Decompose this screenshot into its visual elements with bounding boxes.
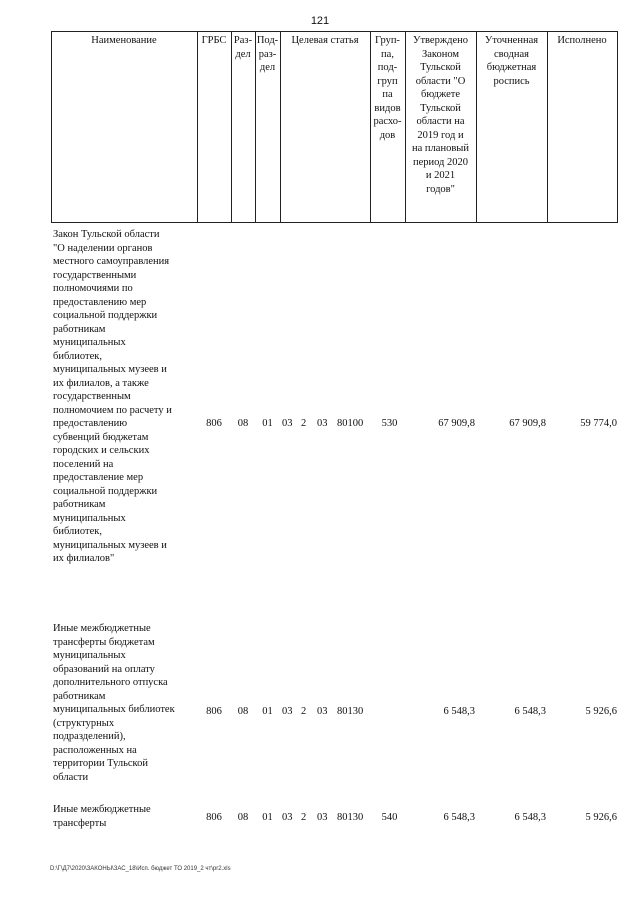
row-target-direction: 80130 <box>337 812 364 823</box>
row-target-program: 03 <box>282 706 293 717</box>
row-refined: 6 548,3 <box>514 812 546 823</box>
header-executed: Исполнено <box>557 35 607 46</box>
col-divider <box>547 31 548 223</box>
row-executed: 5 926,6 <box>585 706 617 717</box>
row-refined: 67 909,8 <box>509 418 546 429</box>
row-target-direction: 80130 <box>337 706 364 717</box>
row-target-event: 03 <box>317 812 328 823</box>
row-group: 530 <box>381 418 398 429</box>
col-divider <box>51 31 52 223</box>
row-target-program: 03 <box>282 812 293 823</box>
header-group: Груп- па, под- груп па видов расхо- дов <box>373 35 402 141</box>
row-target-subprogram: 2 <box>301 706 307 717</box>
header-name: Наименование <box>91 35 157 46</box>
table-header <box>51 31 618 223</box>
row-target-subprogram: 2 <box>301 812 307 823</box>
row-name: Закон Тульской области "О наделении органов местного самоуправления государственными полномочиями по предоставлению мер социальной поддержки работникам муниципальных библиотек, муниципальных музеев и их филиалов, а также государственным полномочием по расчету и предоставлению субвенций бюджетам городских и сельских поселений на предоставление мер социальной поддержки работникам муниципальных библиотек, муниципальных музеев и их филиалов" <box>53 229 172 564</box>
row-approved: 6 548,3 <box>443 706 475 717</box>
row-podrazdel: 01 <box>262 706 273 717</box>
row-grbs: 806 <box>206 418 222 429</box>
header-approved: Утверждено Законом Тульской области "О бюджете Тульской области на 2019 год и на плановый период 2020 и 2021 годов" <box>412 35 469 195</box>
row-grbs: 806 <box>206 812 222 823</box>
header-bottom-border <box>51 222 618 223</box>
header-podrazdel: Под- раз- дел <box>256 35 279 73</box>
col-divider <box>280 31 281 223</box>
row-target-program: 03 <box>282 418 293 429</box>
page-number: 121 <box>310 15 330 27</box>
row-razdel: 08 <box>237 706 249 717</box>
header-target: Целевая статья <box>291 35 359 46</box>
row-razdel: 08 <box>237 812 249 823</box>
header-grbs: ГРБС <box>201 35 227 46</box>
row-approved: 6 548,3 <box>443 812 475 823</box>
row-approved: 67 909,8 <box>438 418 475 429</box>
row-group: 540 <box>381 812 398 823</box>
row-executed: 5 926,6 <box>585 812 617 823</box>
header-refined: Уточненная сводная бюджетная роспись <box>484 35 539 87</box>
row-target-direction: 80100 <box>337 418 364 429</box>
header-razdel: Раз- дел <box>233 35 253 60</box>
col-divider <box>617 31 618 223</box>
row-razdel: 08 <box>237 418 249 429</box>
row-podrazdel: 01 <box>262 812 273 823</box>
row-name: Иные межбюджетные трансферты <box>53 804 151 829</box>
row-podrazdel: 01 <box>262 418 273 429</box>
row-target-event: 03 <box>317 706 328 717</box>
header-top-border <box>51 31 618 32</box>
file-path-footer: D:\Г\Д7\2020\ЗАКОНЫ\ЗАС_18\Исп. бюджет ТО 2019_2 чт\pr2.xls <box>50 866 231 872</box>
col-divider <box>197 31 198 223</box>
row-grbs: 806 <box>206 706 222 717</box>
row-target-subprogram: 2 <box>301 418 307 429</box>
row-executed: 59 774,0 <box>580 418 617 429</box>
row-refined: 6 548,3 <box>514 706 546 717</box>
row-target-event: 03 <box>317 418 328 429</box>
row-name: Иные межбюджетные трансферты бюджетам муниципальных образований на оплату дополнительного отпуска работникам муниципальных библиотек (структурных подразделений), расположенных на территории Тульской области <box>53 623 175 783</box>
